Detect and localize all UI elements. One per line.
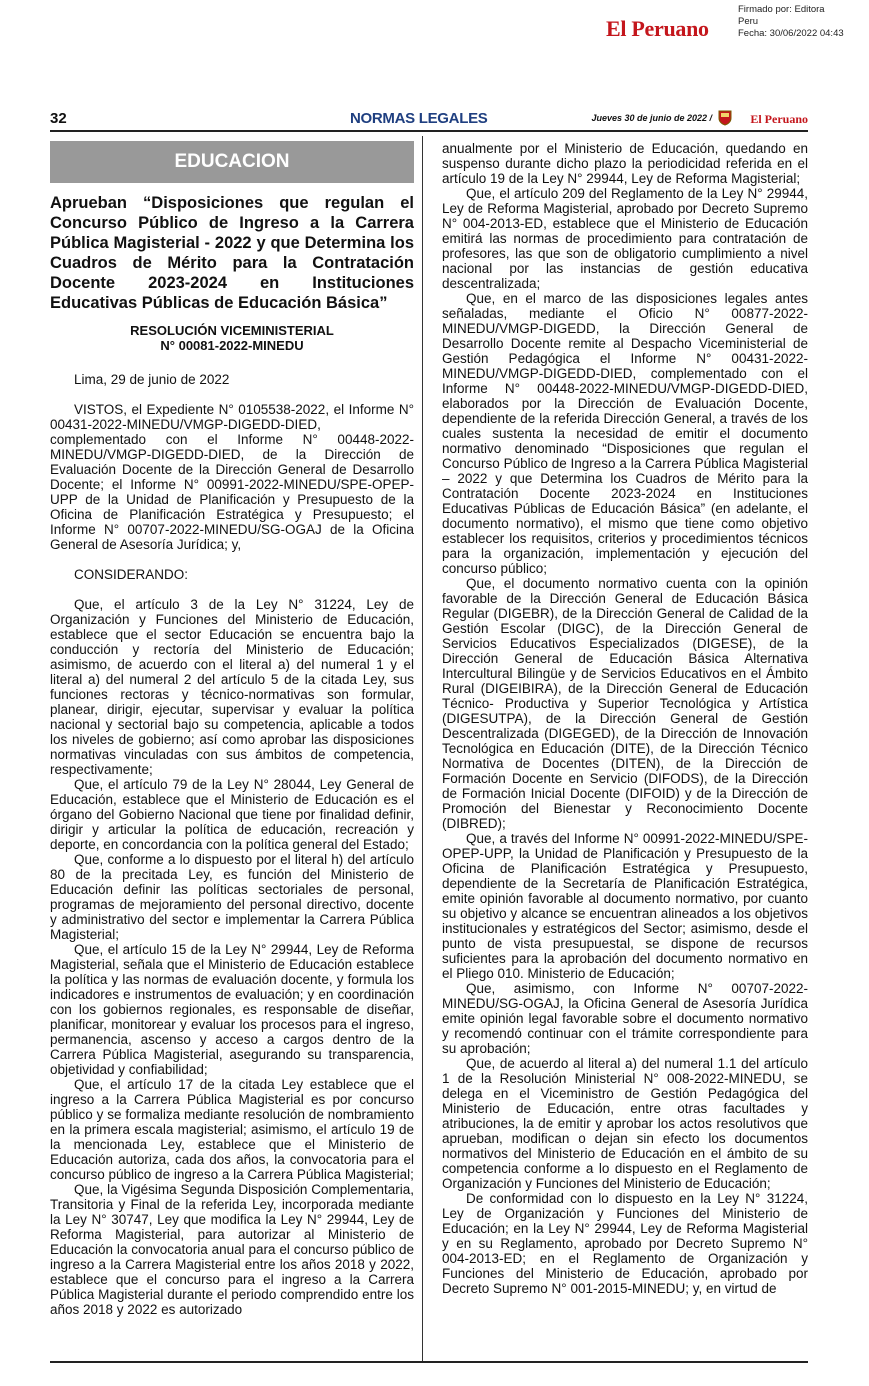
- section-title: NORMAS LEGALES: [350, 110, 488, 127]
- paragraph: Que, de acuerdo al literal a) del numeral 1.1 del artículo 1 de la Resolución Ministerial N° 008-2022-MINEDU, se delega en el Viceministro de Gestión Pedagógica del Ministerio de Educación, entre otras facultades y atribuciones, la de emitir y aprobar los actos resolutivos que aprueban, modifican o dejan sin efecto los documentos normativos del Ministerio de Educación en el ámbito de su competencia conforme a lo dispuesto en el Reglamento de Organización y Funciones del Ministerio de Educación;: [442, 1056, 808, 1191]
- paragraph: Que, en el marco de las disposiciones legales antes señaladas, mediante el Oficio N° 00877-2022-MINEDU/VMGP-DIGEDD, la Dirección General de Desarrollo Docente remite al Despacho Viceministerial de Gestión Pedagógica el Informe N° 00431-2022-MINEDU/VMGP-DIGEDD-DIED, complementado con el Informe N° 00448-2022-MINEDU/VMGP-DIGEDD-DIED, elaborados por la Dirección de Evaluación Docente, dependiente de la referida Dirección General, a través de los cuales sustenta la necesidad de emitir el documento normativo denominado “Disposiciones que regulan el Concurso Público de Ingreso a la Carrera Pública Magisterial – 2022 y que Determina los Cuadros de Mérito para la Contratación Docente 2023-2024 en Instituciones Educativas Públicas de Educación Básica” (en adelante, el documento normativo), el mismo que tiene como objetivo establecer los requisitos, criterios y procedimientos técnicos para la organización, implementación y ejecución del concurso público;: [442, 291, 808, 576]
- paragraph: Que, la Vigésima Segunda Disposición Complementaria, Transitoria y Final de la referida Ley, incorporada mediante la Ley N° 30747, Ley que modifica la Ley N° 29944, Ley de Reforma Magisterial, para autorizar al Ministerio de Educación la convocatoria anual para el concurso público de ingreso a la Carrera Magisterial entre los años 2018 y 2022, establece que el concurso para el ingreso a la Carrera Pública Magisterial durante el periodo comprendido entre los años 2018 y 2022 es autorizado: [50, 1182, 414, 1317]
- bottom-rule: [50, 1361, 808, 1363]
- paragraph: Que, el artículo 3 de la Ley N° 31224, Ley de Organización y Funciones del Ministerio de Educación, establece que el sector Educación se encuentra bajo la conducción y rectoría del Ministerio de Educación; asimismo, de acuerdo con el literal a) del numeral 1 y el literal a) del numeral 2 del artículo 5 de la citada Ley, sus funciones rectoras y técnico-normativas son formular, planear, dirigir, ejecutar, supervisar y evaluar la política nacional y sectorial bajo su competencia, aplicable a todos los niveles de gobierno; así como aprobar las disposiciones normativas vinculadas con sus ámbitos de competencia, respectivamente;: [50, 597, 414, 777]
- signature-line-2: Peru: [738, 16, 759, 27]
- paragraph: Que, el artículo 15 de la Ley N° 29944, Ley de Reforma Magisterial, señala que el Ministerio de Educación establece la política y las normas de evaluación docente, y formula los indicadores e instrumentos de evaluación; y en coordinación con los gobiernos regionales, es responsable de diseñar, planificar, monitorear y evaluar los procesos para el ingreso, permanencia, ascenso y acceso a cargos dentro de la Carrera Pública Magisterial, asegurando su transparencia, objetividad y confiabilidad;: [50, 942, 414, 1077]
- section-banner: EDUCACION: [50, 141, 414, 183]
- paragraph: Que, el artículo 209 del Reglamento de la Ley N° 29944, Ley de Reforma Magisterial, aprobado por Decreto Supremo N° 004-2013-ED, establece que el Ministerio de Educación emitirá las normas de procedimiento para contratación de profesores, las que son de obligatorio cumplimiento a nivel nacional por las instancias de gestión educativa descentralizada;: [442, 186, 808, 291]
- coat-of-arms-icon: [716, 108, 734, 126]
- paragraph: De conformidad con lo dispuesto en la Ley N° 31224, Ley de Organización y Funciones del Ministerio de Educación; en la Ley N° 29944, Ley de Reforma Magisterial y en su Reglamento, aprobado por Decreto Supremo N° 004-2013-ED; en el Reglamento de Organización y Funciones del Ministerio de Educación, aprobado por Decreto Supremo N° 001-2015-MINEDU; y, en virtud de: [442, 1191, 808, 1296]
- paragraph-continued: anualmente por el Ministerio de Educación, quedando en suspenso durante dicho plazo la periodicidad referida en el artículo 19 de la Ley N° 29944, Ley de Reforma Magisterial;: [442, 141, 808, 186]
- paragraph: Que, el documento normativo cuenta con la opinión favorable de la Dirección General de Educación Básica Regular (DIGEBR), de la Dirección General de Calidad de la Gestión Escolar (DIGC), de la Dirección General de Servicios Educativos Especializados (DIGESE), de la Dirección General de Educación Básica Alternativa Intercultural Bilingüe y de Servicios Educativos en el Ámbito Rural (DIGEIBIRA), de la Dirección General de Educación Técnico- Productiva y Superior Tecnológica y Artística (DIGESUTPA), de la Dirección General de Gestión Descentralizada (DIGEGED), de la Dirección de Innovación Tecnológica en Educación (DITE), de la Dirección Técnico Normativa de Docentes (DITEN), de la Dirección de Formación Docente en Servicio (DIFODS), de la Dirección de Formación Inicial Docente (DIFOID) y de la Dirección de Promoción del Bienestar y Reconocimiento Docente (DIBRED);: [442, 576, 808, 831]
- el-peruano-logo: El Peruano: [606, 16, 709, 41]
- article-title: Aprueban “Disposiciones que regulan el Concurso Público de Ingreso a la Carrera Pública Magisterial - 2022 y que Determina los Cuadros de Mérito para la Contratación Docente 2023-2024 en Instituciones Educativas Públicas de Educación Básica”: [50, 194, 414, 312]
- resolution-line-1: RESOLUCIÓN VICEMINISTERIAL: [130, 323, 334, 338]
- page-header: [50, 108, 808, 132]
- paragraph: Que, a través del Informe N° 00991-2022-MINEDU/SPE-OPEP-UPP, la Unidad de Planificación y Presupuesto de la Oficina de Planificación Estratégica y Presupuesto, dependiente de la Secretaría de Planificación Estratégica, emite opinión favorable al documento normativo, por cuanto su objetivo y alcance se encuentran alineados a los objetivos institucionales y estratégicos del Sector; asimismo, desde el punto de vista presupuestal, se dispone de recursos suficientes para la aprobación del documento normativo en el Pliego 010. Ministerio de Educación;: [442, 831, 808, 981]
- signature-line-1: Firmado por: Editora: [738, 4, 825, 15]
- page-number: 32: [50, 110, 67, 127]
- paragraph: Que, asimismo, con Informe N° 00707-2022-MINEDU/SG-OGAJ, la Oficina General de Asesoría Jurídica emite opinión legal favorable sobre el documento normativo y recomendó continuar con el trámite correspondiente para su aprobación;: [442, 981, 808, 1056]
- header-logo: El Peruano: [750, 112, 808, 126]
- considerando-heading: CONSIDERANDO:: [74, 567, 189, 582]
- paragraph: Que, conforme a lo dispuesto por el literal h) del artículo 80 de la precitada Ley, es función del Ministerio de Educación definir las políticas sectoriales de personal, programas de mejoramiento del personal directivo, docente y administrativo del sector e implementar la Carrera Pública Magisterial;: [50, 852, 414, 942]
- right-column: [442, 141, 808, 1296]
- resolution-heading: [50, 323, 414, 353]
- paragraph: Que, el artículo 17 de la citada Ley establece que el ingreso a la Carrera Pública Magisterial es por concurso público y se formaliza mediante resolución de nombramiento en la primera escala magisterial; asimismo, el artículo 19 de la mencionada Ley, establece que el Ministerio de Educación autoriza, cada dos años, la convocatoria para el concurso público de ingreso a la Carrera Pública Magisterial;: [50, 1077, 414, 1182]
- paragraph: Que, el artículo 79 de la Ley N° 28044, Ley General de Educación, establece que el Ministerio de Educación es el órgano del Gobierno Nacional que tiene por finalidad definir, dirigir y articular la política de educación, recreación y deporte, en concordancia con la política general del Estado;: [50, 777, 414, 852]
- resolution-line-2: N° 00081-2022-MINEDU: [160, 338, 304, 353]
- vistos-paragraph: VISTOS, el Expediente N° 0105538-2022, el Informe N° 00431-2022-MINEDU/VMGP-DIGEDD-DIED, complementado con el Informe N° 00448-2022-MINEDU/VMGP-DIGEDD-DIED, de la Dirección de Evaluación Docente de la Dirección General de Desarrollo Docente; el Informe N° 00991-2022-MINEDU/SPE-OPEP-UPP de la Unidad de Planificación y Presupuesto de la Oficina de Planificación Estratégica y Presupuesto; el Informe N° 00707-2022-MINEDU/SG-OGAJ de la Oficina General de Asesoría Jurídica; y,: [50, 402, 414, 552]
- signature-line-3: Fecha: 30/06/2022 04:43: [738, 28, 844, 39]
- digital-signature: [738, 4, 844, 40]
- issue-date: Jueves 30 de junio de 2022 /: [591, 113, 712, 123]
- column-divider: [422, 136, 423, 1362]
- left-column: [50, 141, 414, 1317]
- place-date: Lima, 29 de junio de 2022: [74, 372, 230, 387]
